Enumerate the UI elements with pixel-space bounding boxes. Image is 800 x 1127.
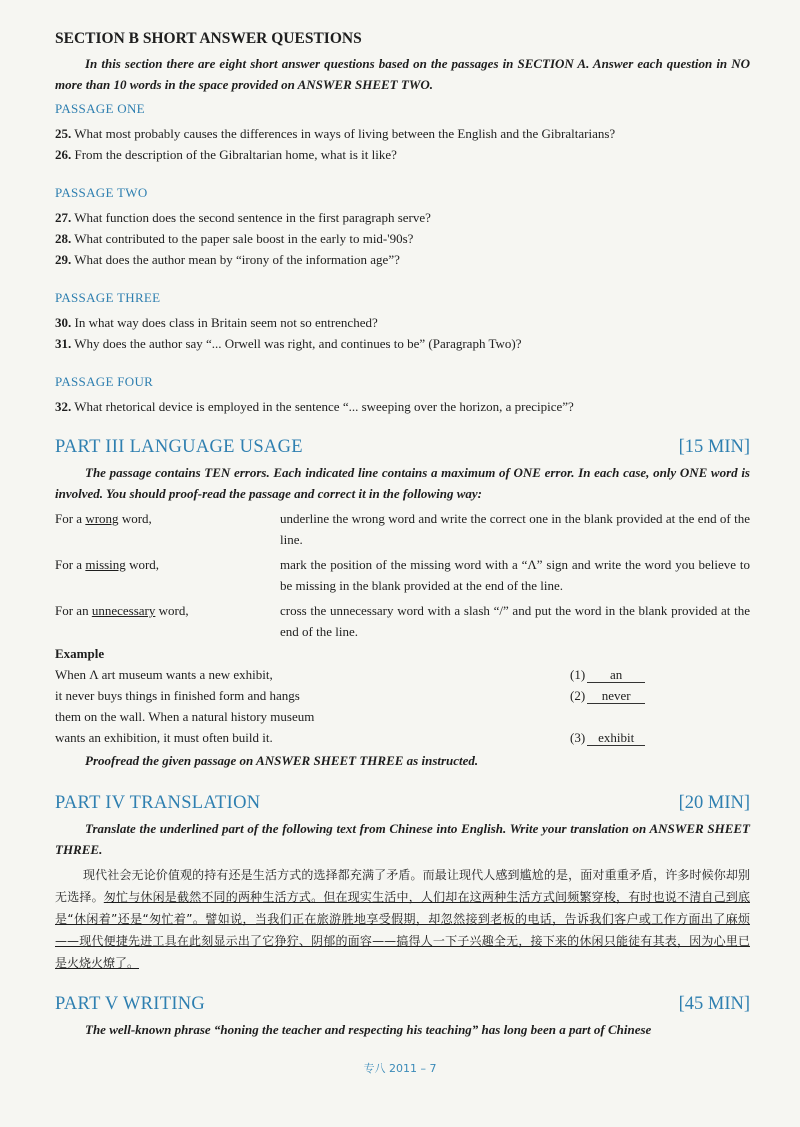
example-block (55, 664, 750, 748)
part4-title: PART IV TRANSLATION (55, 793, 261, 813)
passage-block (55, 374, 750, 417)
part5-title: PART V WRITING (55, 994, 206, 1014)
underlined-text: 匆忙与休闲是截然不同的两种生活方式。但在现实生活中，人们却在这两种生活方式间频繁穿梭，有时也说不清自己到底是“休闲着”还是“匆忙着”。譬如说，当我们正在旅游胜地享受假期，却忽然接到老板的电话，告诉我们客户或工作方面出了麻烦——现代便捷先进工具在此刻显示出了它狰狞、阴郁的面容——搞得人一下子兴趣全无，接下来的休闲只能徒有其表，因为心里已是火烧火燎了。 (55, 890, 750, 970)
part4-instruction: Translate the underlined part of the following text from Chinese into English. Write your translation on ANSWER SHEET THREE. (55, 821, 750, 857)
section-b-title: SECTION B SHORT ANSWER QUESTIONS (55, 30, 362, 47)
chinese-text: 现代社会无论价值观的持有还是生活方式的选择都充满了矛盾。而最让现代人感到尴尬的是，面对重重矛盾，许多时候你却别无选择。匆忙与休闲是截然不同的两种生活方式。但在现实生活中，人们却在这两种生活方式间频繁穿梭，有时也说不清自己到底是“休闲着”还是“匆忙着”。譬如说，当我们正在旅游胜地享受假期，却忽然接到老板的电话，告诉我们客户或工作方面出了麻烦——现代便捷先进工具在此刻显示出了它狰狞、阴郁的面容——搞得人一下子兴趣全无，接下来的休闲只能徒有其表，因为心里已是火烧火燎了。 (55, 868, 750, 970)
example-line: wants an exhibition, it must often build it. (3) exhibit (55, 727, 750, 748)
correction-rules (55, 508, 750, 642)
passage-heading: PASSAGE ONE (55, 101, 145, 116)
part3-instruction: The passage contains TEN errors. Each indicated line contains a maximum of ONE error. In each case, only ONE word is involved. You should proof-read the passage and correct it in the following way: (55, 465, 750, 501)
part3-time: [15 MIN] (678, 437, 750, 457)
section-b-instruction: In this section there are eight short answer questions based on the passages in SECTION A. Answer each question in NO more than 10 words in the space provided on ANSWER SHEET TWO. (55, 56, 750, 92)
exam-page (55, 30, 750, 1040)
passage-block (55, 185, 750, 270)
question: 28. What contributed to the paper sale boost in the early to mid-'90s? (55, 231, 414, 246)
question: 26. From the description of the Gibraltarian home, what is it like? (55, 147, 397, 162)
part4-heading (55, 793, 750, 814)
passage-block (55, 101, 750, 165)
part5-heading (55, 994, 750, 1015)
passage-heading: PASSAGE FOUR (55, 374, 154, 389)
part5-time: [45 MIN] (678, 994, 750, 1014)
question: 27. What function does the second sentence in the first paragraph serve? (55, 210, 431, 225)
example-line: them on the wall. When a natural history museum (55, 709, 315, 724)
part3-heading (55, 437, 750, 458)
answer-blank: exhibit (587, 730, 645, 746)
question: 31. Why does the author say “... Orwell was right, and continues to be” (Paragraph Two)? (55, 336, 522, 351)
page-footer: 专八 2011 – 7 (363, 1062, 437, 1075)
proofread-note: Proofread the given passage on ANSWER SHEET THREE as instructed. (85, 753, 479, 768)
rule-row: For a missing word, mark the position of the missing word with a “Λ” sign and write the word you believe to be missing in the blank provided at the end of the line. (55, 557, 750, 593)
example-label: Example (55, 646, 105, 661)
rule-row: For an unnecessary word, cross the unnecessary word with a slash “/” and put the word in the blank provided at the end of the line. (55, 603, 750, 639)
passage-block (55, 290, 750, 354)
part5-intro: The well-known phrase “honing the teacher and respecting his teaching” has long been a part of Chinese (85, 1022, 652, 1037)
question: 29. What does the author mean by “irony of the information age”? (55, 252, 400, 267)
example-line: When Λ art museum wants a new exhibit, (1) an (55, 664, 750, 685)
passage-heading: PASSAGE THREE (55, 290, 161, 305)
example-line: it never buys things in finished form and hangs (2) never (55, 685, 750, 706)
answer-blank: never (587, 688, 645, 704)
part4-time: [20 MIN] (678, 793, 750, 813)
question: 25. What most probably causes the differences in ways of living between the English and the Gibraltarians? (55, 126, 616, 141)
question: 30. In what way does class in Britain seem not so entrenched? (55, 315, 378, 330)
passage-heading: PASSAGE TWO (55, 185, 148, 200)
rule-row: For a wrong word, underline the wrong word and write the correct one in the blank provided at the end of the line. (55, 511, 750, 547)
answer-blank: an (587, 667, 645, 683)
question: 32. What rhetorical device is employed in the sentence “... sweeping over the horizon, a precipice”? (55, 399, 574, 414)
part3-title: PART III LANGUAGE USAGE (55, 437, 303, 457)
